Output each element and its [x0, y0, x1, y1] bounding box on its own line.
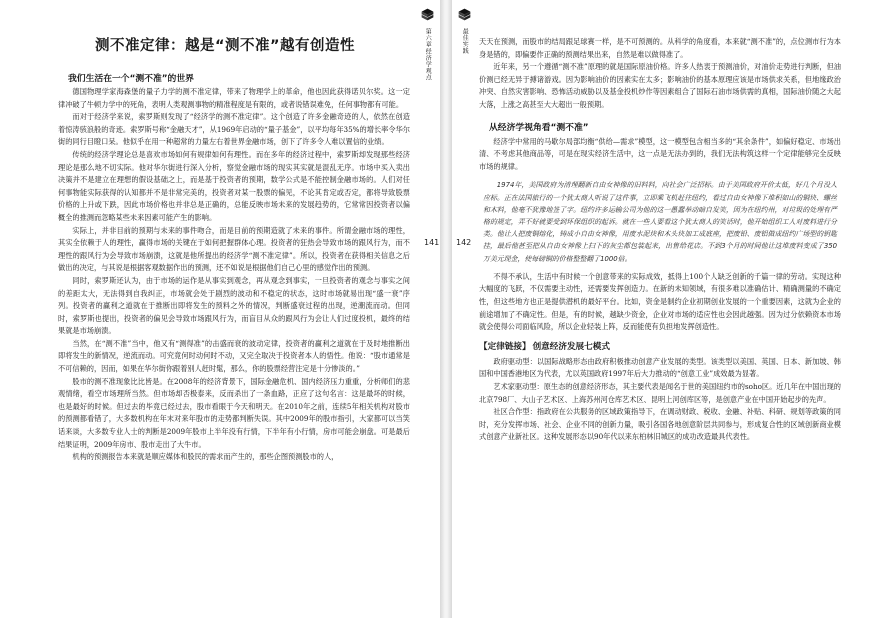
cube-logo-icon [421, 8, 434, 21]
paragraph: 股市的测不准现象比比皆是。在2008年的经济背景下，国际金融危机、国内经济压力重重，分析师们的悲观情绪，看空市场理所当然。但市场却否极泰来，反而杀出了一条血路，正应了这句名言：这是最坏的时候，也是最好的时候。但过去的毕竟已经过去，股市看眼于今天和明天。在2010年之前，连续5年相关机构对股市的预测都看错了，大多数机构在年末对来年股市的走势都判断失误。其中2009年的股市指引，大家都可以当笑话来谈，大多数专业人士的判断是2009年股市上半年没有行情，下半年有小行情，房市可能会崩盘。可是最后结果证明，2009年房市、股市走出了大牛市。 [58, 376, 410, 449]
paragraph: 社区合作型：指政府在公共服务的区域政策指导下，在调动财政、税收、金融、补贴、科研、规划等政策的同时，充分发挥市场、社会、企业不同的创新力量，吸引各国各地创意阶层共同参与，形成复合性的区域创新商业模式创意产业新社区。这种发展形态以90年代以来东柏林旧城区的成功改造最具代表性。 [479, 407, 841, 442]
left-page [0, 0, 440, 618]
paragraph: 当然，在“测不准”当中，他又有“测得准”的击盛而衰的波动定律，投资者的赢利之道就在于及时地推断出即将发生的新情况，逆流而动。可究竟何时动何时不动，又完全取决于投资者本人的悟性。他说：“股市通常是不可信赖的，因而，如果在华尔街你跟着别人赶时髦，那么，你的股票经营注定是十分惨淡的。” [58, 338, 410, 374]
paragraph: 德国物理学家海森堡的量子力学的测不准定律，带来了物理学上的革命，他也因此获得诺贝尔奖。这一定律冲破了牛顿力学中的死角，表明人类观测事物的精准程度是有限的，或者说错误难免，任何事物都有可能。 [58, 87, 410, 109]
right-page [452, 0, 891, 618]
running-head-label: 最佳实践 [461, 28, 469, 54]
chapter-title: 测不准定律：越是“测不准”越有创造性 [94, 38, 356, 54]
paragraph: 不得不承认，生活中有时候一个创意带来的实际成效，抵得上100个人缺乏创新的千篇一律的劳动。实现这种大幅度的飞跃，不仅需要主动性，还需要发挥创造力。在新的未知领域，有很多难以准确估计、精确测量的不确定性，但这些地方也正是提供潜机的最好平台。比如，资金是制约企业初期创业发展的一个重要因素，这就为企业的前途增加了不确定性。但是，有的时候，越缺少资金，企业对市场的适应性也会因此越强。因为过分依赖资本市场就会使得公司面临风险，所以企业轻装上阵，反而能使有负担地发挥创造性。 [479, 271, 841, 332]
page-number-left: 141 [424, 238, 440, 247]
link-heading [479, 340, 841, 352]
paragraph: 政府驱动型：以国际战略形态由政府积极推动创意产业发展的类型。该类型以美国、英国、日本、新加坡、韩国和中国香港地区为代表，尤以英国政府1997年后大力推动的“创意工业”成效最为显著。 [479, 356, 841, 379]
running-head-title: 经济学观点 [424, 47, 432, 80]
link-heading-title: 创意经济发展七模式 [532, 341, 610, 352]
page-number-right: 142 [456, 238, 472, 247]
paragraph: 同时，索罗斯还认为，由于市场的运作是从事实到观念，再从观念到事实，一旦投资者的观念与事实之间的差距太大，无法得到自我纠正，市场就会处于剧烈的波动和不稳定的状态，这时市场就易出现“盛一衰”序列。投资者的赢利之道就在于推断出即将发生的预料之外的情况，判断盛衰过程的出现，逆潮流而动。但同时，索罗斯也提出，投资者的偏见会导致市场跟风行为，而盲目从众的跟风行为会让人们过度投机，最终的结果就是市场崩溃。 [58, 275, 410, 336]
paragraph: 实际上，并非目前的预期与未来的事件吻合，而是目前的预期造就了未来的事件。所谓金融市场的理性，其实全依赖于人的理性，赢得市场的关键在于如何把握群体心理。投资者的狂热会导致市场的跟风行为，而不理性的跟风行为会导致市场崩溃，这就是他所提出的经济学“测不准定律”。所以，投资者在获得相关信息之后做出的决定，与其说是根据客观数据作出的预测，还不如说是根据他们自己心里的感觉作出的预测。 [58, 225, 410, 273]
running-head-chapter: 第六章 [424, 28, 432, 48]
section-heading: 我们生活在一个“测不准”的世界 [68, 74, 194, 84]
book-gutter [440, 0, 452, 618]
section-heading: 从经济学视角看“测不准” [489, 122, 589, 133]
paragraph: 机构的预测报告本来就是顺应媒体和股民的需求而产生的，那些企图预测股市的人， [72, 452, 339, 462]
paragraph: 传统的经济学理论总是喜欢市场如何有规律如何有理性。而在多年的经济过程中，索罗斯却发现那些经济理论是那么地不切实际。他对华尔街进行深入分析，察觉金融市场的现实其实就是混乱无序。市场中买入卖出决策并不是建立在理想的假设基础之上，而是基于投资者的预期，数学公式是不能控制金融市场的。人们对任何事物能实际获得的认知都并不是非常完美的，投资者对某一股票的偏见，不论其肯定或否定，都将导致股票价格的上升或下跌，因此市场价格也并非总是正确的，总能反映市场未来的发展趋势的，它常常因投资者以偏概全的推测而忽略某些未来因素可能产生的影响。 [58, 149, 410, 222]
right-page-body [479, 36, 841, 444]
paragraph: 经济学中常用的马歇尔局部均衡“供给—需求”模型，这一模型包含相当多的“其余条件”，如偏好稳定、市场出清、不考虑其他商品等，可是在现实经济生活中，这一点是无法办到的，我们无法构筑这样一个定律能够完全反映市场的规律。 [479, 136, 841, 171]
left-page-body [58, 86, 410, 464]
paragraph: 天天在预测，而股市的结局跟足球赛一样，是不可预测的。从科学的角度看，本来就“测不准”的，点位测市行为本身是错的，即偏要作正确的预测结果出来，自然是难以做得准了。 [479, 37, 841, 59]
paragraph: 近年来，另一个遵循“测不准”原理的就是国际原油价格。许多人热衷于预测油价，对油价走势进行判断，但油价测已经无异于搏诸游戏。因为影响油价的因素实在太多；影响油价的基本原理应该是市场供求关系，但地缘政治冲突、自然灾害影响、恐怖活动威胁以及基金投机炒作等因素组合了国际石油市场供需的真相，国际油价随之大起大落，上涨之高甚至大大超出一般预期。 [479, 62, 841, 109]
case-quote: 1974年，美国政府为清理翻新自由女神像的旧料料，向社会广泛招标。由于美国政府开价太低，好几个月没人应标。正在法国旅行的一个犹太商人听说了这件事，立即乘飞机赶往纽约，看过自由女神像下堆积如山的铜块、螺丝和木料，他毫不犹豫地签了字。纽约许多运输公司为他的这一愚蠢举动暗自发笑，因为在纽约州，对垃圾的处理有严格的规定，弄不好就要受到环保组织的起诉。就在一些人要看这个犹太商人的笑话时，他开始组织工人对废料进行分类。他让人把废铜熔化，铸成小自由女神像，用废水泥块和木头块加工成底座，把废铅、废铝做成纽约广场型的钥匙挂，最后他甚至把从自由女神像上扫下的灰尘都包装起来，出售给花店。不到3个月的时间他让这堆废料变成了350万美元现金，使每磅铜的价格整整翻了1000倍。 [483, 181, 837, 263]
link-heading-tag: 【定律链接】 [479, 341, 531, 352]
paragraph: 而对于经济学来说，索罗斯则发现了“经济学的测不准定律”。这个创造了许多金融奇迹的人，依然在创造着惊涛骇浪般的奇迹。索罗斯号称“金融天才”，从1969年启动的“量子基金”，以平均每年35%的增长率令华尔街的同行目瞪口呆。他似乎在用一种超常的力量左右着世界金融市场，创下了许多令人难以置信的业绩。 [58, 112, 410, 147]
running-head-left [418, 8, 436, 80]
paragraph: 艺术家驱动型：原生态的创意经济形态，其主要代表是闻名于世的美国纽约市的soho区。近几年在中国出现的北京798厂、大山子艺术区、上海苏州河仓库艺术区、昆明上河创库区等，是创意产业在中国开始起步的先声。 [479, 381, 841, 404]
